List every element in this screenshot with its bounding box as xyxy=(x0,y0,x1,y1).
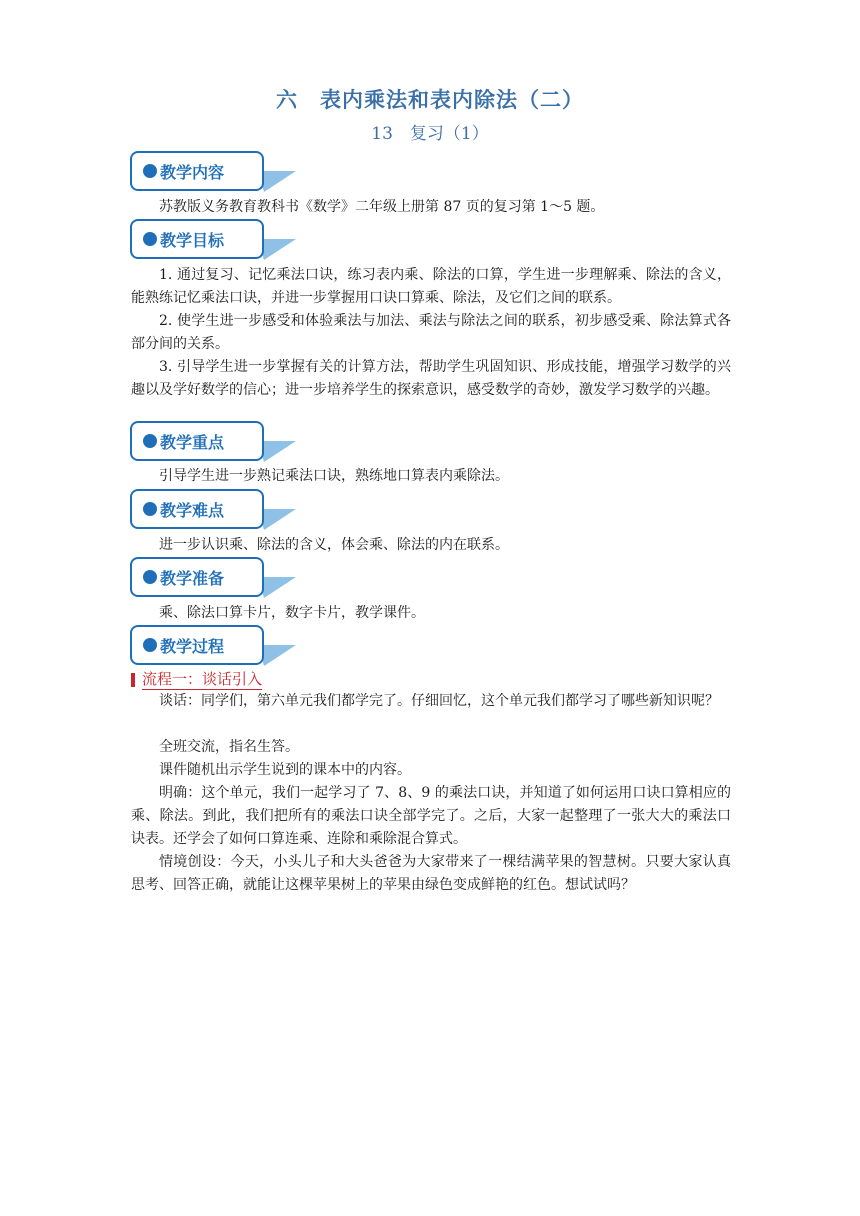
flow-marker-icon xyxy=(131,673,135,687)
process-paragraph-3: 课件随机出示学生说到的课本中的内容。 xyxy=(159,762,411,778)
process-paragraph-5: 情境创设：今天，小头儿子和大头爸爸为大家带来了一棵结满苹果的智慧树。只要大家认真思考、回答正确，就能让这棵苹果树上的苹果由绿色变成鲜艳的红色。想试试吗？ xyxy=(131,854,731,893)
content-paragraph: 苏教版义务教育教科书《数学》二年级上册第 87 页的复习第 1～5 题。 xyxy=(159,199,605,215)
section-badge-difficulties xyxy=(130,489,300,531)
lesson-subtitle: 13 复习（1） xyxy=(371,124,489,144)
chapter-title: 六 表内乘法和表内除法（二） xyxy=(276,88,584,112)
section-heading: 教学准备 xyxy=(160,568,225,588)
bullet-dot-icon xyxy=(143,434,157,448)
flow-heading xyxy=(131,669,431,690)
section-badge-content xyxy=(130,151,300,193)
section-heading: 教学过程 xyxy=(160,636,225,656)
section-badge-preparation xyxy=(130,557,300,599)
section-heading: 教学难点 xyxy=(160,500,225,520)
bullet-dot-icon xyxy=(143,638,157,652)
process-paragraph-4: 明确：这个单元，我们一起学习了 7、8、9 的乘法口诀，并知道了如何运用口诀口算相应的乘、除法。到此，我们把所有的乘法口诀全部学完了。之后，大家一起整理了一张大大的乘法口诀表。还学会了如何口算连乘、连除和乘除混合算式。 xyxy=(131,785,731,847)
bullet-dot-icon xyxy=(143,164,157,178)
section-badge-process xyxy=(130,625,300,667)
bullet-dot-icon xyxy=(143,232,157,246)
section-badge-goals xyxy=(130,219,300,261)
goal-paragraph-2: 2. 使学生进一步感受和体验乘法与加法、乘法与除法之间的联系，初步感受乘、除法算式各部分间的关系。 xyxy=(131,313,731,352)
section-heading: 教学重点 xyxy=(160,432,225,452)
bullet-dot-icon xyxy=(143,502,157,516)
section-heading: 教学目标 xyxy=(160,230,225,250)
preparation-paragraph: 乘、除法口算卡片，数字卡片，教学课件。 xyxy=(159,605,425,621)
key-points-paragraph: 引导学生进一步熟记乘法口诀，熟练地口算表内乘除法。 xyxy=(159,468,509,484)
bullet-dot-icon xyxy=(143,570,157,584)
difficulties-paragraph: 进一步认识乘、除法的含义，体会乘、除法的内在联系。 xyxy=(159,537,509,553)
section-heading: 教学内容 xyxy=(160,162,225,182)
goal-paragraph-3: 3. 引导学生进一步掌握有关的计算方法，帮助学生巩固知识、形成技能，增强学习数学的兴趣以及学好数学的信心；进一步培养学生的探索意识，感受数学的奇妙，激发学习数学的兴趣。 xyxy=(131,359,731,398)
process-paragraph-2: 全班交流，指名生答。 xyxy=(159,739,299,755)
process-paragraph-1: 谈话：同学们，第六单元我们都学完了。仔细回忆，这个单元我们都学习了哪些新知识呢？ xyxy=(159,693,719,709)
flow-title: 流程一：谈话引入 xyxy=(142,670,263,688)
section-badge-key-points xyxy=(130,421,300,463)
goal-paragraph-1: 1. 通过复习、记忆乘法口诀，练习表内乘、除法的口算，学生进一步理解乘、除法的含义，能熟练记忆乘法口诀，并进一步掌握用口诀口算乘、除法，及它们之间的联系。 xyxy=(131,267,731,306)
